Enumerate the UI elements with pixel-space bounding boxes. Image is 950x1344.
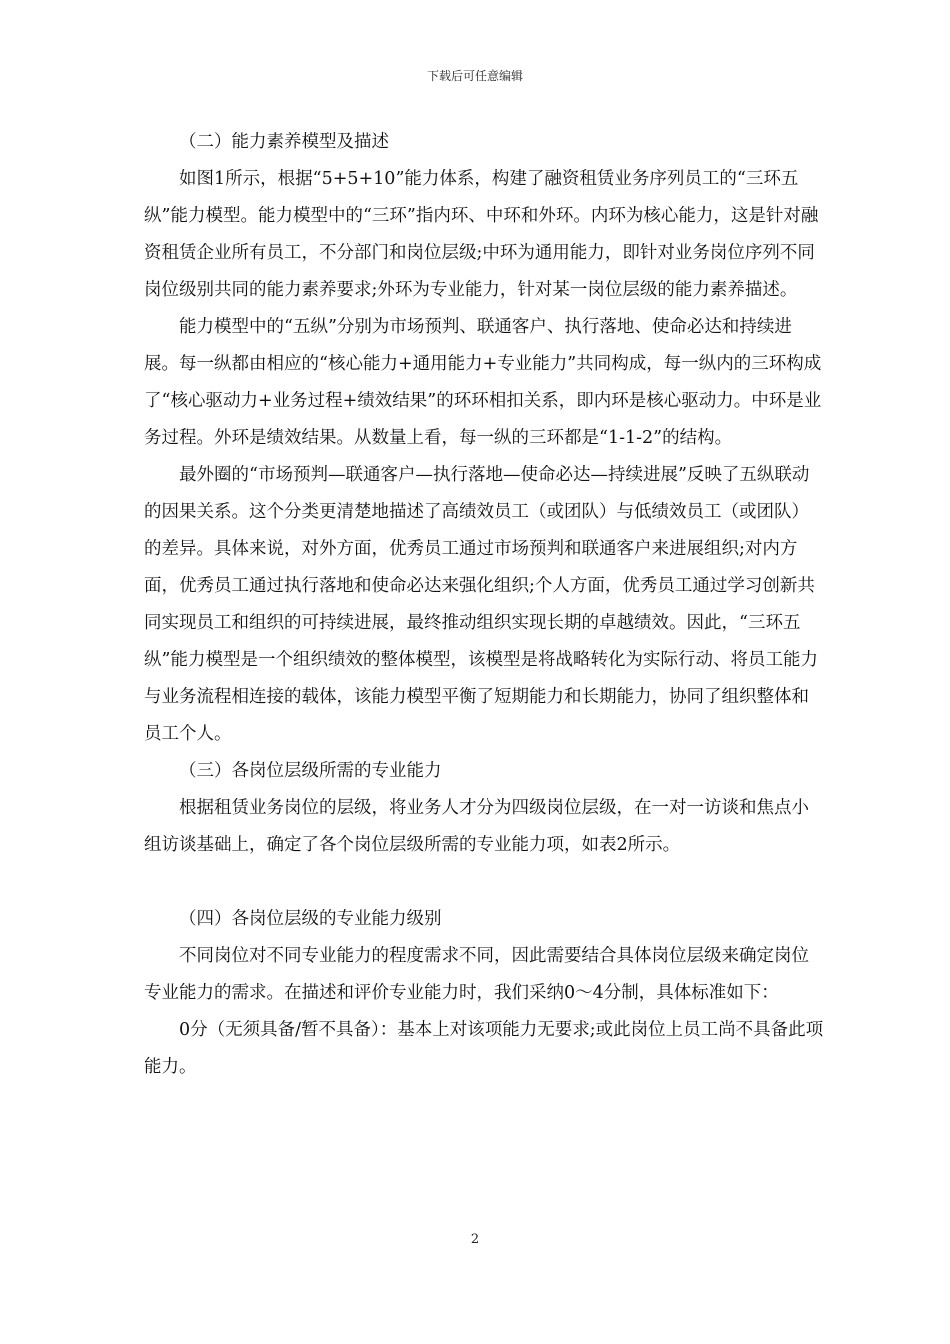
section-heading: （二）能力素养模型及描述 bbox=[179, 132, 389, 152]
body-paragraph: 如图1所示，根据“5+5+10”能力体系，构建了融资租赁业务序列员工的“三环五纵”能力模型。能力模型中的“三环”指内环、中环和外环。内环为核心能力，这是针对融资租赁企业所有员工，不分部门和岗位层级;中环为通用能力，即针对业务岗位序列不同岗位级别共同的能力素养要求;外环为专业能力，针对某一岗位层级的能力素养描述。 bbox=[144, 169, 819, 300]
page-number: 2 bbox=[470, 1232, 480, 1247]
section-heading: （四）各岗位层级的专业能力级别 bbox=[179, 909, 442, 929]
body-paragraph: 0分（无须具备/暂不具备）：基本上对该项能力无要求;或此岗位上员工尚不具备此项能力。 bbox=[144, 1020, 824, 1077]
body-paragraph: 能力模型中的“五纵”分别为市场预判、联通客户、执行落地、使命必达和持续进展。每一纵都由相应的“核心能力+通用能力+专业能力”共同构成，每一纵内的三环构成了“核心驱动力+业务过程+绩效结果”的环环相扣关系，即内环是核心驱动力。中环是业务过程。外环是绩效结果。从数量上看，每一纵的三环都是“1-1-2”的结构。 bbox=[144, 317, 822, 448]
document-body bbox=[144, 124, 824, 1086]
blank-line bbox=[144, 864, 824, 901]
body-paragraph: 不同岗位对不同专业能力的程度需求不同，因此需要结合具体岗位层级来确定岗位专业能力的需求。在描述和评价专业能力时，我们采纳0～4分制，具体标准如下： bbox=[144, 946, 809, 1003]
section-3 bbox=[144, 753, 824, 864]
section-2 bbox=[144, 124, 824, 753]
body-paragraph: 根据租赁业务岗位的层级，将业务人才分为四级岗位层级，在一对一访谈和焦点小组访谈基础上，确定了各个岗位层级所需的专业能力项，如表2所示。 bbox=[144, 798, 809, 855]
section-4 bbox=[144, 901, 824, 1086]
section-heading: （三）各岗位层级所需的专业能力 bbox=[179, 761, 442, 781]
page-header: 下载后可任意编辑 bbox=[426, 69, 523, 83]
body-paragraph: 最外圈的“市场预判—联通客户—执行落地—使命必达—持续进展”反映了五纵联动的因果关系。这个分类更清楚地描述了高绩效员工（或团队）与低绩效员工（或团队）的差异。具体来说，对外方面，优秀员工通过市场预判和联通客户来进展组织;对内方面，优秀员工通过执行落地和使命必达来强化组织;个人方面，优秀员工通过学习创新共同实现员工和组织的可持续进展，最终推动组织实现长期的卓越绩效。因此，“三环五纵”能力模型是一个组织绩效的整体模型，该模型是将战略转化为实际行动、将员工能力与业务流程相连接的载体，该能力模型平衡了短期能力和长期能力，协同了组织整体和员工个人。 bbox=[144, 465, 818, 744]
